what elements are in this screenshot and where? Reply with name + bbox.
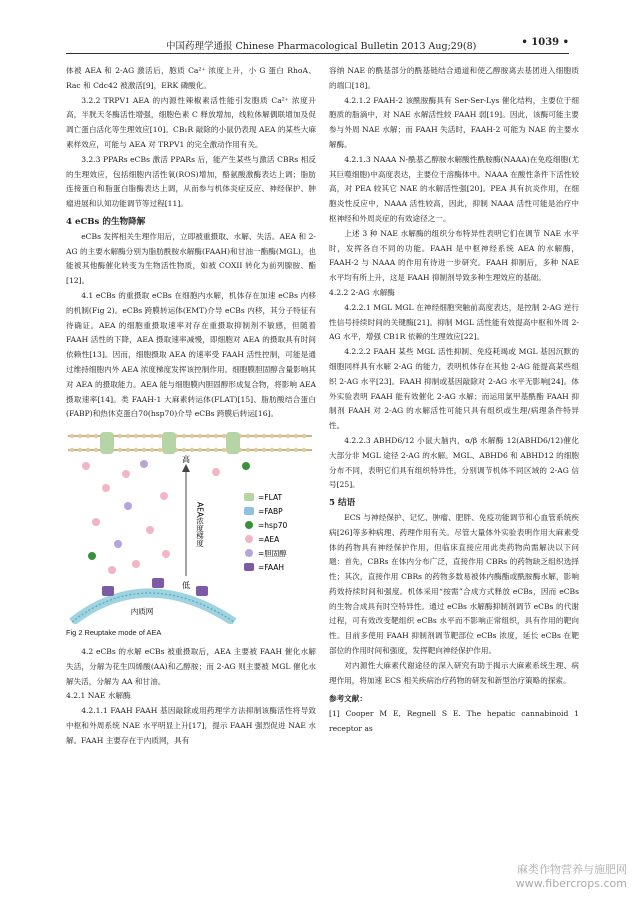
faah-enzyme bbox=[196, 586, 208, 596]
paragraph: 4.2.2.2 FAAH 某些 MGL 活性抑制、免疫耗竭或 MGL 基因沉默的细胞同样具有水解 2-AG 的能力，表明机体存在其他 2-AG 能提高某些组织 2-AG 水平[23]。FAAH 抑制或基因敲除对 2-AG 水平无影响[24]。体外实验表明 FAAH 能有效催化 2-AG 水解；而运用氯甲基酰酯 FAAH 抑制剂 FAAH 对 2-AG 的水解活性可能只具有组织或生理/病理条件特异性。 bbox=[329, 347, 579, 431]
figure-legend bbox=[244, 493, 287, 572]
paragraph: 容纳 NAE 的酰基部分的酰基链结合通道和使乙醇胺离去基团进入细胞质的端口[18]。 bbox=[329, 66, 579, 90]
legend-swatch bbox=[245, 549, 253, 557]
legend-label: =FLAT bbox=[258, 493, 283, 503]
paragraph: 4.2.1 NAE 水解酶 bbox=[66, 691, 131, 701]
paragraph: 4.2.1.2 FAAH-2 该酰胺酶具有 Ser-Ser-Lys 催化结构，主要位于细胞质的脂滴中，对 NAE 水解活性较 FAAH 弱[19]。因此，该酶可能主要参与外周 NAE 水解；而 FAAH 失活时，FAAH-2 可能为 NAE 的主要水解酶。 bbox=[329, 95, 579, 149]
flat-transporter bbox=[226, 432, 240, 454]
legend-label: =FABP bbox=[258, 507, 283, 517]
er-label: 内质网 bbox=[130, 607, 154, 617]
references-heading: 参考文献： bbox=[329, 694, 367, 704]
paragraph: ECS 与神经保护、记忆、肿瘤、肥胖、免疫功能调节和心血管系统疾病[26]等多种病理、药理作用有关。尽管大量体外实验表明作用大麻素受体的药物具有神经保护作用，但临床直接应用此类药物尚需解决以下问题：首先，CBRs 在体内分布广泛，直接作用 CBRs 的药物缺乏组织选择性；其次，直接作用 CBRs 的药物多数易被体内酶酯或酰胺酶水解，影响药效持续时间和强度。机体采用“按需”合成方式释放 eCBs，因而 eCBs 的生物合成具有时空特异性。通过 eCBs 水解酶抑制剂调节 eCBs 的代谢过程，可有效改变靶组织 eCBs 水平而不影响正常组织，具有作用的靶向性。目前多使用 FAAH 抑制剂调节靶部位 eCBs 浓度，延长 eCBs 在靶部位的作用时间和强度，发挥靶向神经保护作用。 bbox=[329, 512, 579, 656]
molecule bbox=[88, 552, 96, 560]
watermark-line1: 麻类作物营养与施肥网 bbox=[517, 863, 627, 876]
paragraph: 4.2.1.1 FAAH FAAH 基因敲除或用药理学方法抑制该酶活性将导致中枢和外周系统 NAE 水平明显上升[17]，提示 FAAH 强烈促进 NAE 水解。FAAH 主要存在于内质网，具有 bbox=[66, 706, 316, 745]
paragraph: [1] Cooper M E, Regnell S E. The hepatic cannabinoid 1 receptor as bbox=[329, 709, 579, 734]
paragraph: 4.2.2 2-AG 水解酶 bbox=[329, 287, 395, 297]
figure-caption: Fig 2 Reuptake mode of AEA bbox=[66, 628, 162, 638]
paragraph: 4.2 eCBs 的水解 eCBs 被重摄取后，AEA 主要被 FAAH 催化水解失活，分解为花生四烯酸(AA)和乙醇胺；而 2-AG 则主要被 MGL 催化水解失活，分解为 AA 和甘油。 bbox=[66, 646, 316, 686]
molecule bbox=[108, 566, 116, 574]
page-number: • 1039 • bbox=[521, 37, 569, 48]
molecule bbox=[140, 460, 148, 468]
high-label: 高 bbox=[182, 455, 190, 465]
paragraph: 4.1 eCBs 的重摄取 eCBs 在细胞内水解，机体存在加速 eCBs 内移的机制(Fig 2)。eCBs 跨膜转运体(EMT)介导 eCBs 内移，其分子特征有待确证。AEA 的细胞重摄取速率对存在重摄取抑制剂不敏感，但随着 FAAH 活性的下降，AEA 摄取速率减慢，即细胞对 AEA 的摄取具有时间依赖性[13]。因而，细胞摄取 AEA 的速率受 FAAH 活性控制，可能是通过维持细胞内外 AEA 浓度梯度发挥该控制作用。细胞膜胆固醇含量影响其对 AEA 的摄取能力。AEA 能与细胞膜内胆固醇形成复合物，将影响 AEA 摄取速率[14]。类 FAAH-1 大麻素转运体(FLAT)[15]、脂肪酸结合蛋白(FABP)和热休克蛋白70(hsp70)介导 eCBs 跨膜后转运[16]。 bbox=[66, 290, 316, 419]
paragraph: 对内源性大麻素代谢途径的深入研究有助于揭示大麻素系统生理、病理作用，将加速 ECS 相关疾病治疗药物的研发和新型治疗策略的探索。 bbox=[329, 660, 579, 685]
molecule bbox=[114, 540, 122, 548]
flat-transporter bbox=[162, 432, 176, 454]
paragraph: 3.2.2 TRPV1 AEA 的内源性辣椒素活性能引发胞质 Ca²⁺ 浓度升高，半胱天冬酶活性增强，细胞色素 C 释放增加，线粒体解偶联增加及促凋亡蛋白活化等生理效应[10]。CB₁R 敲除的小鼠仍表现 AEA 的某些大麻素样效应，可能与 AEA 对 TRPV1 的完全激动作用有关。 bbox=[66, 95, 316, 149]
section-heading: 5 结语 bbox=[329, 498, 356, 509]
legend-swatch bbox=[244, 493, 254, 501]
molecule bbox=[160, 492, 168, 500]
paragraph: 上述 3 种 NAE 水解酶的组织分布特异性表明它们在调节 NAE 水平时，发挥各自不同的功能。FAAH 是中枢神经系统 AEA 的水解酶，FAAH-2 与 NAAA 的作用有待进一步研究。FAAH 抑制后，多种 NAE 水平均有所上升，这是 FAAH 抑制剂导致多种生理效应的基础。 bbox=[329, 228, 579, 283]
paragraph: eCBs 发挥相关生理作用后，立即被重摄取、水解、失活。AEA 和 2-AG 的主要水解酶分别为脂肪酰胺水解酶(FAAH)和甘油一酯酶(MGL)，也能被其他酶催化转变为生物活性物质，如被 COXII 转化为前列腺胺、酯[12]。 bbox=[66, 231, 316, 286]
journal-title: 中国药理学通报 Chinese Pharmacological Bulletin 2013 Aug;29(8) bbox=[166, 41, 477, 52]
legend-swatch bbox=[245, 535, 253, 543]
page-header bbox=[66, 37, 569, 54]
left-column bbox=[66, 64, 316, 749]
aea-molecules bbox=[82, 460, 250, 574]
watermark-line2: www.fibercrops.com bbox=[515, 877, 627, 890]
molecule bbox=[82, 462, 90, 470]
legend-swatch bbox=[244, 507, 254, 515]
paragraph: 4.2.2.1 MGL MGL 在神经细胞突触前高度表达，是控制 2-AG 逆行性信号持续时间的关键酶[21]。抑制 MGL 活性能有效提高中枢和外周 2-AG 水平，增强 CB1R 依赖的生理效应[22]。 bbox=[329, 302, 579, 342]
flat-transporter bbox=[100, 432, 114, 454]
molecule bbox=[242, 462, 250, 470]
paragraph: 4.2.1.3 NAAA N-酰基乙醇胺水解酸性酰胺酶(NAAA)在免疫细胞(尤其巨噬细胞)中高度表达，主要位于溶酶体中。NAAA 在酸性条件下活性较高，对 PEA 较其它 NAE 的水解活性强[20]。PEA 具有抗炎作用，在细胞炎性反应中，NAAA 活性较高，因此，抑制 NAAA 活性可能是治疗中枢神经和外周炎症的有效途径之一。 bbox=[329, 154, 579, 223]
legend-label: =FAAH bbox=[258, 563, 285, 573]
legend-swatch bbox=[245, 521, 253, 529]
molecule bbox=[122, 470, 130, 478]
molecule bbox=[92, 518, 100, 526]
molecule bbox=[132, 560, 140, 568]
molecule bbox=[124, 502, 132, 510]
legend-label: =AEA bbox=[258, 535, 280, 545]
right-column bbox=[329, 64, 579, 737]
legend-swatch bbox=[244, 563, 254, 571]
legend-label: =胆固醇 bbox=[258, 549, 287, 559]
molecule bbox=[146, 526, 154, 534]
molecule bbox=[162, 550, 170, 558]
molecule bbox=[102, 484, 110, 492]
paragraph: 4.2.2.3 ABHD6/12 小鼠大脑内，α/β 水解酶 12(ABHD6/12)催化大部分非 MGL 途径 2-AG 的水解。MGL、ABHD6 和 ABHD12 的细胞分布不同，表明它们具有组织特异性，分别调节机体不同区域的 2-AG 信号[25]。 bbox=[329, 435, 579, 490]
molecule bbox=[212, 468, 220, 476]
legend-label: =hsp70 bbox=[258, 521, 288, 531]
figure-2 bbox=[66, 426, 316, 624]
paragraph: 3.2.3 PPARs eCBs 激活 PPARs 后，能产生某些与激活 CBRs 相反的生理效应，包括细胞内活性氧(ROS)增加，酪氨酸激酶表达上调；脂肪连接蛋白和脂蛋白脂酶表达上调，从而参与机体炎症反应、神经保护、肿瘤进展和认知功能调节等过程[11]。 bbox=[66, 154, 316, 209]
faah-enzyme bbox=[152, 578, 164, 588]
reuptake-diagram bbox=[66, 426, 316, 624]
section-heading: 4 eCBs 的生物降解 bbox=[66, 216, 146, 227]
low-label: 低 bbox=[182, 581, 190, 591]
gradient-axis-label: AEA浓度梯度 bbox=[195, 502, 205, 548]
paragraph: 体被 AEA 和 2-AG 激活后，胞质 Ca²⁺ 浓度上升，小 G 蛋白 RhoA、Rac 和 Cdc42 被激活[9]，ERK 磷酸化。 bbox=[66, 66, 316, 90]
watermark bbox=[516, 863, 627, 891]
faah-enzyme bbox=[102, 586, 114, 596]
